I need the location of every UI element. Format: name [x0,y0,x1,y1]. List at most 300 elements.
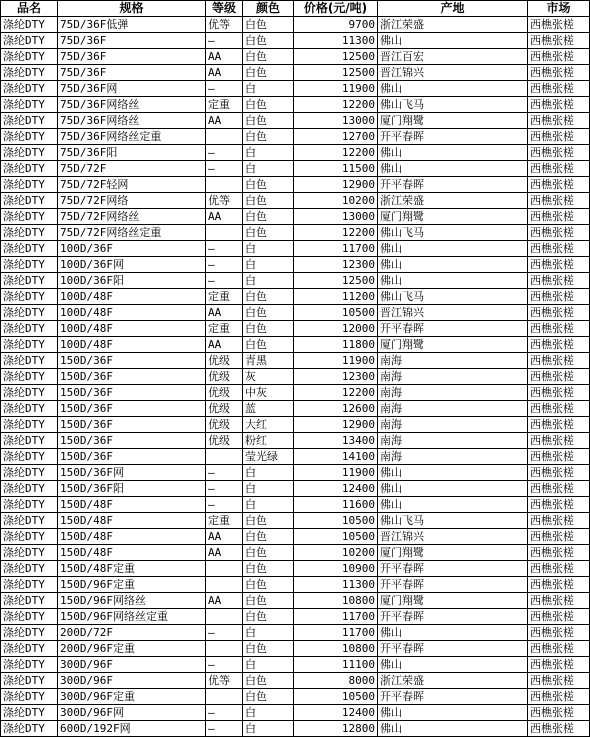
price-cell: 11600 [294,497,378,513]
origin-cell: 南海 [378,353,528,369]
table-row [1,497,590,513]
grade-cell [206,225,243,241]
color-cell: 白 [243,657,294,673]
price-cell: 12200 [294,145,378,161]
origin-cell: 厦门翔鹭 [378,593,528,609]
market-cell: 西樵张槎 [528,417,590,433]
color-cell: 白 [243,721,294,737]
color-cell: 白 [243,465,294,481]
origin-cell: 厦门翔鹭 [378,113,528,129]
grade-cell: 优级 [206,353,243,369]
market-cell: 西樵张槎 [528,497,590,513]
table-row [1,433,590,449]
color-cell: 蓝 [243,401,294,417]
table-row [1,305,590,321]
price-cell: 13000 [294,209,378,225]
price-cell: 10900 [294,561,378,577]
grade-cell: 优级 [206,385,243,401]
product-name-cell: 涤纶DTY [1,465,58,481]
spec-cell: 75D/36F网 [58,81,206,97]
product-name-cell: 涤纶DTY [1,449,58,465]
market-cell: 西樵张槎 [528,385,590,401]
grade-cell: — [206,705,243,721]
color-cell: 白 [243,81,294,97]
grade-cell: 优等 [206,673,243,689]
color-cell: 白 [243,273,294,289]
origin-cell: 佛山 [378,481,528,497]
origin-cell: 佛山 [378,657,528,673]
header-spec: 规格 [58,1,206,17]
price-cell: 11300 [294,33,378,49]
color-cell: 白色 [243,289,294,305]
spec-cell: 150D/36F [58,353,206,369]
origin-cell: 浙江荣盛 [378,17,528,33]
market-cell: 西樵张槎 [528,65,590,81]
grade-cell: AA [206,593,243,609]
product-name-cell: 涤纶DTY [1,193,58,209]
origin-cell: 南海 [378,385,528,401]
product-name-cell: 涤纶DTY [1,513,58,529]
spec-cell: 150D/36F [58,417,206,433]
spec-cell: 100D/48F [58,289,206,305]
market-cell: 西樵张槎 [528,49,590,65]
origin-cell: 开平春晖 [378,641,528,657]
product-name-cell: 涤纶DTY [1,289,58,305]
color-cell: 白 [243,481,294,497]
color-cell: 白色 [243,545,294,561]
spec-cell: 600D/192F网 [58,721,206,737]
product-name-cell: 涤纶DTY [1,33,58,49]
price-cell: 10200 [294,545,378,561]
table-row [1,721,590,737]
product-name-cell: 涤纶DTY [1,17,58,33]
origin-cell: 佛山 [378,721,528,737]
origin-cell: 开平春晖 [378,177,528,193]
grade-cell: — [206,161,243,177]
product-name-cell: 涤纶DTY [1,273,58,289]
product-name-cell: 涤纶DTY [1,433,58,449]
spec-cell: 150D/36F [58,449,206,465]
market-cell: 西樵张槎 [528,545,590,561]
table-row [1,593,590,609]
table-row [1,193,590,209]
table-header [1,1,590,17]
product-name-cell: 涤纶DTY [1,177,58,193]
grade-cell: 定重 [206,321,243,337]
table-row [1,513,590,529]
product-name-cell: 涤纶DTY [1,625,58,641]
product-name-cell: 涤纶DTY [1,321,58,337]
origin-cell: 浙江荣盛 [378,193,528,209]
market-cell: 西樵张槎 [528,369,590,385]
table-row [1,465,590,481]
origin-cell: 佛山 [378,273,528,289]
market-cell: 西樵张槎 [528,433,590,449]
market-cell: 西樵张槎 [528,481,590,497]
grade-cell: 优级 [206,401,243,417]
color-cell: 白 [243,241,294,257]
grade-cell: 优级 [206,369,243,385]
header-color: 颜色 [243,1,294,17]
origin-cell: 佛山 [378,241,528,257]
table-row [1,705,590,721]
grade-cell: — [206,257,243,273]
table-row [1,657,590,673]
product-name-cell: 涤纶DTY [1,481,58,497]
market-cell: 西樵张槎 [528,17,590,33]
color-cell: 大红 [243,417,294,433]
grade-cell: AA [206,305,243,321]
table-row [1,625,590,641]
table-row [1,33,590,49]
origin-cell: 佛山 [378,81,528,97]
origin-cell: 开平春晖 [378,609,528,625]
product-name-cell: 涤纶DTY [1,49,58,65]
table-row [1,161,590,177]
product-name-cell: 涤纶DTY [1,593,58,609]
table-row [1,385,590,401]
price-cell: 10500 [294,689,378,705]
color-cell: 白色 [243,593,294,609]
table-row [1,273,590,289]
price-cell: 12300 [294,257,378,273]
price-cell: 12400 [294,705,378,721]
market-cell: 西樵张槎 [528,305,590,321]
market-cell: 西樵张槎 [528,257,590,273]
spec-cell: 75D/36F [58,49,206,65]
price-cell: 11800 [294,337,378,353]
grade-cell: 定重 [206,97,243,113]
product-name-cell: 涤纶DTY [1,561,58,577]
spec-cell: 200D/96F定重 [58,641,206,657]
spec-cell: 200D/72F [58,625,206,641]
grade-cell: 优等 [206,17,243,33]
product-name-cell: 涤纶DTY [1,673,58,689]
color-cell: 白色 [243,33,294,49]
spec-cell: 75D/72F网络 [58,193,206,209]
grade-cell: — [206,145,243,161]
grade-cell [206,641,243,657]
product-name-cell: 涤纶DTY [1,81,58,97]
table-row [1,545,590,561]
color-cell: 白色 [243,673,294,689]
origin-cell: 南海 [378,433,528,449]
price-cell: 10500 [294,305,378,321]
table-row [1,17,590,33]
market-cell: 西樵张槎 [528,657,590,673]
market-cell: 西樵张槎 [528,241,590,257]
table-row [1,81,590,97]
spec-cell: 75D/36F网络丝定重 [58,129,206,145]
product-name-cell: 涤纶DTY [1,609,58,625]
origin-cell: 佛山 [378,705,528,721]
header-product-name: 品名 [1,1,58,17]
product-name-cell: 涤纶DTY [1,337,58,353]
market-cell: 西樵张槎 [528,449,590,465]
product-name-cell: 涤纶DTY [1,129,58,145]
market-cell: 西樵张槎 [528,609,590,625]
origin-cell: 南海 [378,417,528,433]
table-row [1,209,590,225]
table-row [1,113,590,129]
color-cell: 白 [243,161,294,177]
price-cell: 11900 [294,353,378,369]
price-cell: 10800 [294,593,378,609]
price-cell: 12400 [294,481,378,497]
origin-cell: 开平春晖 [378,689,528,705]
spec-cell: 150D/48F [58,513,206,529]
product-name-cell: 涤纶DTY [1,545,58,561]
header-origin: 产地 [378,1,528,17]
grade-cell: 优级 [206,433,243,449]
spec-cell: 150D/48F定重 [58,561,206,577]
table-row [1,673,590,689]
price-cell: 12500 [294,273,378,289]
table-row [1,225,590,241]
origin-cell: 厦门翔鹭 [378,337,528,353]
price-cell: 12200 [294,385,378,401]
price-cell: 12200 [294,97,378,113]
color-cell: 白色 [243,641,294,657]
market-cell: 西樵张槎 [528,161,590,177]
table-row [1,577,590,593]
spec-cell: 75D/36F阳 [58,145,206,161]
spec-cell: 150D/36F阳 [58,481,206,497]
price-cell: 12700 [294,129,378,145]
spec-cell: 300D/96F [58,673,206,689]
market-cell: 西樵张槎 [528,577,590,593]
price-cell: 10500 [294,529,378,545]
table-row [1,321,590,337]
color-cell: 白色 [243,609,294,625]
spec-cell: 100D/48F [58,305,206,321]
header-row [1,1,590,17]
price-cell: 14100 [294,449,378,465]
grade-cell [206,561,243,577]
table-row [1,257,590,273]
price-cell: 10500 [294,513,378,529]
origin-cell: 佛山 [378,257,528,273]
product-name-cell: 涤纶DTY [1,241,58,257]
origin-cell: 晋江锦兴 [378,529,528,545]
grade-cell: AA [206,545,243,561]
color-cell: 白色 [243,129,294,145]
spec-cell: 300D/96F定重 [58,689,206,705]
color-cell: 白色 [243,17,294,33]
product-name-cell: 涤纶DTY [1,529,58,545]
color-cell: 白色 [243,321,294,337]
color-cell: 白色 [243,49,294,65]
origin-cell: 浙江荣盛 [378,673,528,689]
origin-cell: 佛山 [378,33,528,49]
product-name-cell: 涤纶DTY [1,145,58,161]
product-name-cell: 涤纶DTY [1,161,58,177]
origin-cell: 厦门翔鹭 [378,545,528,561]
product-name-cell: 涤纶DTY [1,497,58,513]
spec-cell: 300D/96F网 [58,705,206,721]
spec-cell: 150D/36F网 [58,465,206,481]
price-cell: 11700 [294,241,378,257]
color-cell: 白色 [243,529,294,545]
table-row [1,609,590,625]
price-cell: 12900 [294,177,378,193]
market-cell: 西樵张槎 [528,625,590,641]
table-row [1,401,590,417]
product-name-cell: 涤纶DTY [1,577,58,593]
product-name-cell: 涤纶DTY [1,113,58,129]
product-name-cell: 涤纶DTY [1,65,58,81]
market-cell: 西樵张槎 [528,561,590,577]
price-cell: 12200 [294,225,378,241]
origin-cell: 佛山飞马 [378,513,528,529]
market-cell: 西樵张槎 [528,641,590,657]
color-cell: 粉红 [243,433,294,449]
spec-cell: 75D/72F网络丝定重 [58,225,206,241]
grade-cell: — [206,273,243,289]
spec-cell: 100D/48F [58,337,206,353]
grade-cell: — [206,625,243,641]
color-cell: 白 [243,257,294,273]
table-row [1,481,590,497]
price-cell: 12800 [294,721,378,737]
price-cell: 13000 [294,113,378,129]
market-cell: 西樵张槎 [528,721,590,737]
grade-cell: AA [206,49,243,65]
color-cell: 白色 [243,577,294,593]
grade-cell [206,577,243,593]
grade-cell: — [206,481,243,497]
origin-cell: 佛山飞马 [378,289,528,305]
market-cell: 西樵张槎 [528,273,590,289]
origin-cell: 佛山 [378,161,528,177]
grade-cell: 优级 [206,417,243,433]
spec-cell: 100D/36F [58,241,206,257]
grade-cell: AA [206,337,243,353]
price-cell: 9700 [294,17,378,33]
price-cell: 10200 [294,193,378,209]
spec-cell: 150D/96F定重 [58,577,206,593]
origin-cell: 开平春晖 [378,321,528,337]
spec-cell: 150D/36F [58,369,206,385]
grade-cell [206,129,243,145]
table-row [1,369,590,385]
color-cell: 白色 [243,193,294,209]
market-cell: 西樵张槎 [528,209,590,225]
product-name-cell: 涤纶DTY [1,257,58,273]
grade-cell [206,449,243,465]
origin-cell: 佛山 [378,465,528,481]
grade-cell [206,689,243,705]
market-cell: 西樵张槎 [528,177,590,193]
table-row [1,337,590,353]
origin-cell: 厦门翔鹭 [378,209,528,225]
table-row [1,417,590,433]
origin-cell: 佛山飞马 [378,97,528,113]
price-cell: 8000 [294,673,378,689]
header-market: 市场 [528,1,590,17]
spec-cell: 300D/96F [58,657,206,673]
market-cell: 西樵张槎 [528,593,590,609]
spec-cell: 150D/36F [58,385,206,401]
price-cell: 11100 [294,657,378,673]
origin-cell: 佛山 [378,497,528,513]
table-row [1,129,590,145]
price-cell: 12300 [294,369,378,385]
color-cell: 白色 [243,513,294,529]
product-name-cell: 涤纶DTY [1,401,58,417]
spec-cell: 150D/48F [58,529,206,545]
color-cell: 灰 [243,369,294,385]
spec-cell: 75D/72F轻网 [58,177,206,193]
spec-cell: 75D/72F [58,161,206,177]
product-name-cell: 涤纶DTY [1,705,58,721]
price-cell: 10800 [294,641,378,657]
market-cell: 西樵张槎 [528,193,590,209]
product-name-cell: 涤纶DTY [1,353,58,369]
color-cell: 白 [243,145,294,161]
table-row [1,561,590,577]
grade-cell: — [206,241,243,257]
grade-cell: AA [206,529,243,545]
spec-cell: 150D/96F网络丝定重 [58,609,206,625]
price-cell: 11700 [294,609,378,625]
table-row [1,289,590,305]
color-cell: 白色 [243,177,294,193]
color-cell: 白色 [243,113,294,129]
table-row [1,65,590,81]
price-cell: 12900 [294,417,378,433]
spec-cell: 75D/36F [58,65,206,81]
color-cell: 白 [243,705,294,721]
price-cell: 11900 [294,465,378,481]
origin-cell: 晋江百宏 [378,49,528,65]
grade-cell: 优等 [206,193,243,209]
price-cell: 12500 [294,49,378,65]
grade-cell: — [206,81,243,97]
price-cell: 12600 [294,401,378,417]
spec-cell: 75D/72F网络丝 [58,209,206,225]
color-cell: 中灰 [243,385,294,401]
color-cell: 白色 [243,225,294,241]
market-cell: 西樵张槎 [528,289,590,305]
origin-cell: 开平春晖 [378,561,528,577]
spec-cell: 150D/48F [58,545,206,561]
price-cell: 13400 [294,433,378,449]
header-price: 价格(元/吨) [294,1,378,17]
color-cell: 白 [243,625,294,641]
color-cell: 莹光绿 [243,449,294,465]
price-cell: 11500 [294,161,378,177]
spec-cell: 100D/48F [58,321,206,337]
origin-cell: 佛山 [378,625,528,641]
grade-cell: — [206,33,243,49]
grade-cell: — [206,657,243,673]
origin-cell: 佛山飞马 [378,225,528,241]
market-cell: 西樵张槎 [528,465,590,481]
color-cell: 白 [243,497,294,513]
origin-cell: 开平春晖 [378,577,528,593]
market-cell: 西樵张槎 [528,673,590,689]
product-name-cell: 涤纶DTY [1,417,58,433]
product-name-cell: 涤纶DTY [1,305,58,321]
origin-cell: 开平春晖 [378,129,528,145]
market-cell: 西樵张槎 [528,705,590,721]
product-name-cell: 涤纶DTY [1,225,58,241]
spec-cell: 75D/36F网络丝 [58,113,206,129]
color-cell: 白色 [243,337,294,353]
grade-cell: AA [206,113,243,129]
color-cell: 白色 [243,97,294,113]
